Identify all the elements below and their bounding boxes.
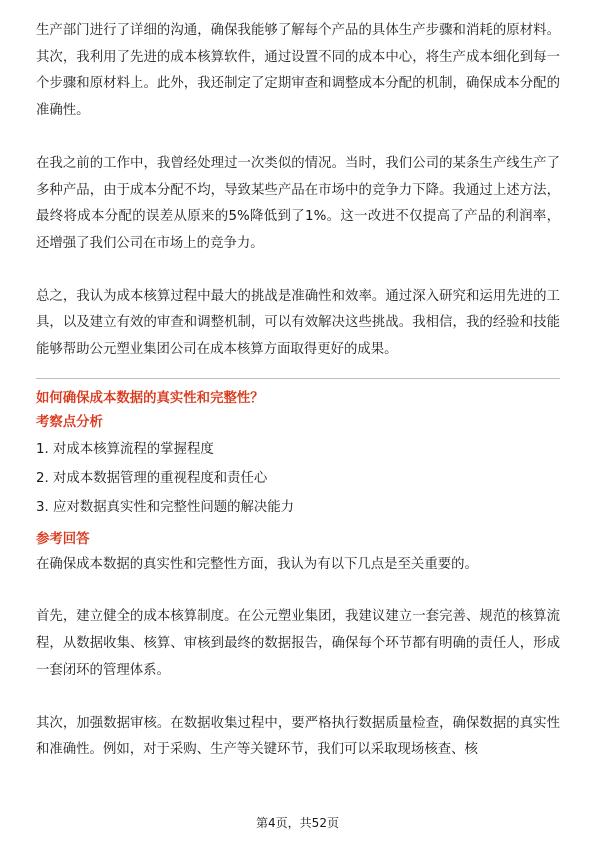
list-item: 3. 应对数据真实性和完整性问题的解决能力 — [36, 499, 295, 515]
answer-paragraph-1: 首先，建立健全的成本核算制度。在公元塑业集团，我建议建立一套完善、规范的核算流程，从数据收集、核算、审核到最终的数据报告，确保每个环节都有明确的责任人，形成一套闭环的管理体系。 — [36, 609, 560, 678]
question-title: 如何确保成本数据的真实性和完整性？ — [36, 390, 264, 406]
paragraph-gap — [36, 685, 560, 711]
intro-paragraph-3: 总之，我认为成本核算过程中最大的挑战是准确性和效率。通过深入研究和运用先进的工具，以及建立有效的审查和调整机制，可以有效解决这些挑战。我相信，我的经验和技能能够帮助公元塑业集团公司在成本核算方面取得更好的成果。 — [36, 288, 560, 358]
analysis-points-list — [36, 435, 560, 522]
answer-paragraph-2: 其次，加强数据审核。在数据收集过程中，要严格执行数据质量检查，确保数据的真实性和准确性。例如，对于采购、生产等关键环节，我们可以采取现场核查、核 — [36, 715, 560, 758]
document-page — [36, 18, 560, 764]
answer-intro: 在确保成本数据的真实性和完整性方面，我认为有以下几点是至关重要的。 — [36, 556, 478, 572]
paragraph-gap — [36, 258, 560, 284]
list-item: 1. 对成本核算流程的掌握程度 — [36, 441, 214, 457]
list-item: 2. 对成本数据管理的重视程度和责任心 — [36, 470, 268, 486]
paragraph-gap — [36, 578, 560, 604]
paragraph-gap — [36, 125, 560, 151]
intro-paragraph-2: 在我之前的工作中，我曾经处理过一次类似的情况。当时，我们公司的某条生产线生产了多种产品，由于成本分配不均，导致某些产品在市场中的竞争力下降。我通过上述方法，最终将成本分配的误差从原来的5%降低到了1%。这一改进不仅提高了产品的利润率，还增强了我们公司在市场上的竞争力。 — [36, 155, 560, 251]
analysis-label: 考察点分析 — [36, 414, 103, 430]
answer-label: 参考回答 — [36, 531, 90, 547]
intro-paragraph-1: 生产部门进行了详细的沟通，确保我能够了解每个产品的具体生产步骤和消耗的原材料。其次，我利用了先进的成本核算软件，通过设置不同的成本中心，将生产成本细化到每一个步骤和原材料上。此外，我还制定了定期审查和调整成本分配的机制，确保成本分配的准确性。 — [36, 23, 560, 119]
section-divider — [36, 378, 560, 379]
page-footer: 第4页，共52页 — [256, 816, 339, 830]
